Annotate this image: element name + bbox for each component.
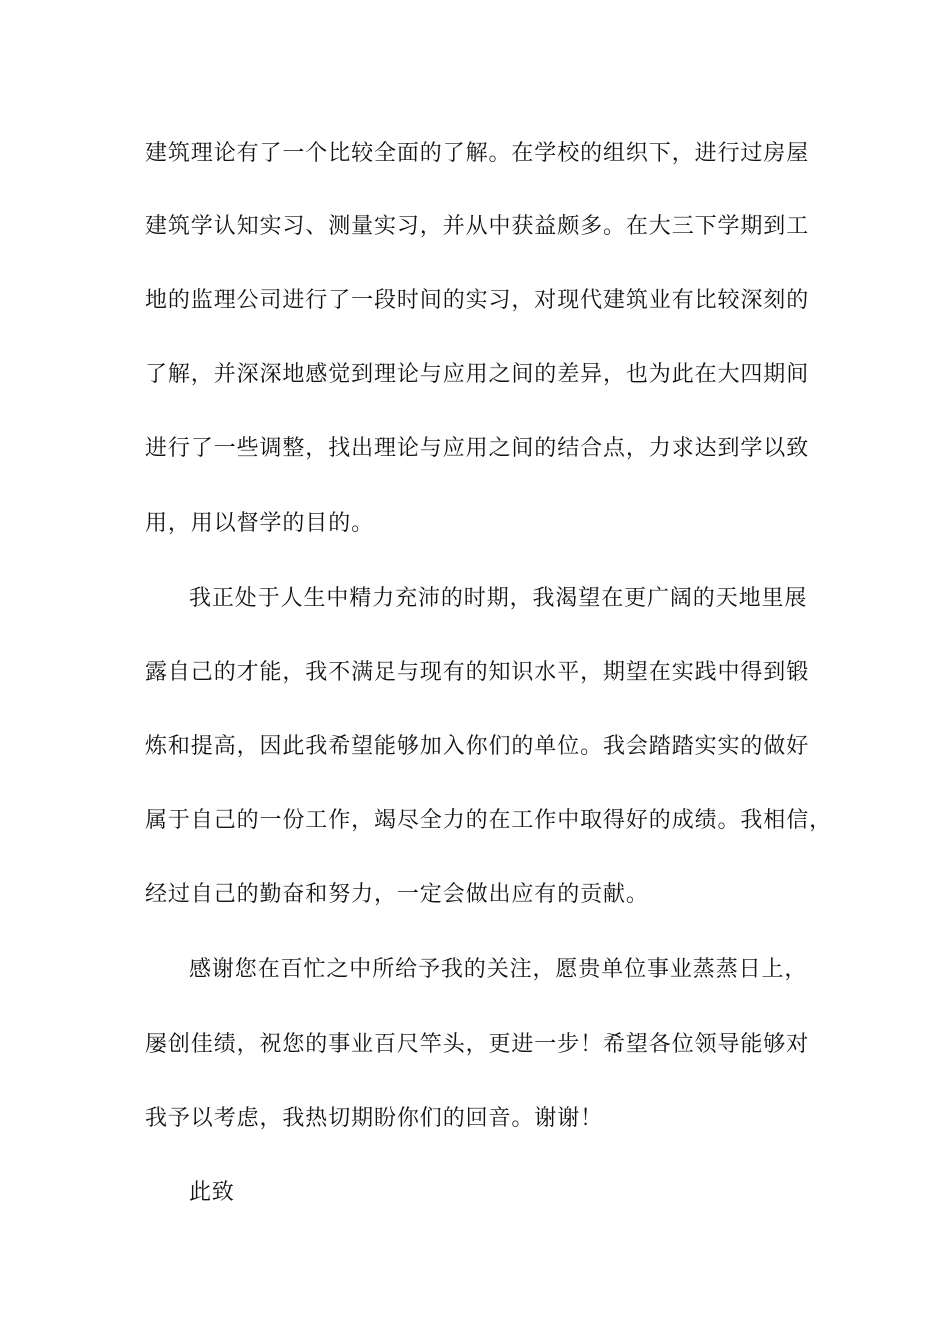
text-line: 屡创佳绩，祝您的事业百尺竿头，更进一步！希望各位领导能够对: [145, 1032, 810, 1057]
text-line: 此致: [189, 1180, 235, 1205]
text-line: 属于自己的一份工作，竭尽全力的在工作中取得好的成绩。我相信，: [145, 808, 833, 833]
text-line: 建筑学认知实习、测量实习，并从中获益颇多。在大三下学期到工: [145, 214, 810, 239]
text-line: 进行了一些调整，找出理论与应用之间的结合点，力求达到学以致: [145, 436, 810, 461]
text-line: 我正处于人生中精力充沛的时期，我渴望在更广阔的天地里展: [189, 586, 808, 611]
text-line: 感谢您在百忙之中所给予我的关注，愿贵单位事业蒸蒸日上，: [189, 957, 808, 982]
text-line: 了解，并深深地感觉到理论与应用之间的差异，也为此在大四期间: [145, 362, 810, 387]
text-line: 经过自己的勤奋和努力，一定会做出应有的贡献。: [145, 882, 649, 907]
text-line: 炼和提高，因此我希望能够加入你们的单位。我会踏踏实实的做好: [145, 734, 810, 759]
text-line: 建筑理论有了一个比较全面的了解。在学校的组织下，进行过房屋: [145, 141, 810, 166]
text-line: 地的监理公司进行了一段时间的实习，对现代建筑业有比较深刻的: [145, 288, 810, 313]
text-line: 露自己的才能，我不满足与现有的知识水平，期望在实践中得到锻: [145, 660, 810, 685]
text-line: 用，用以督学的目的。: [145, 511, 375, 536]
text-line: 我予以考虑，我热切期盼你们的回音。谢谢！: [145, 1106, 604, 1131]
